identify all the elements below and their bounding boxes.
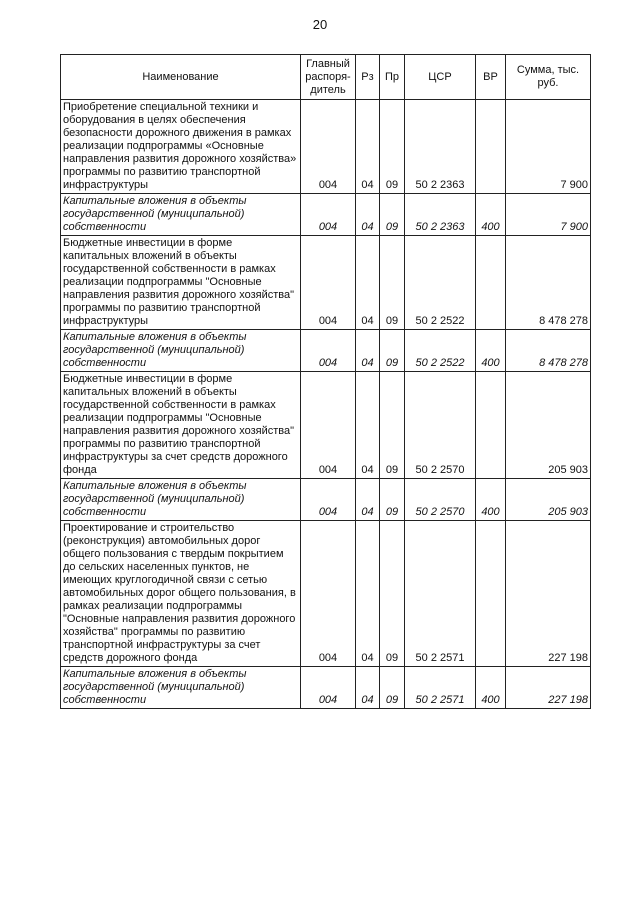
row-gr: 004 — [301, 330, 356, 372]
row-gr: 004 — [301, 521, 356, 667]
row-sum: 205 903 — [506, 372, 591, 479]
row-gr: 004 — [301, 194, 356, 236]
row-rz: 04 — [356, 521, 380, 667]
row-vr: 400 — [476, 194, 506, 236]
row-pr: 09 — [380, 521, 405, 667]
table-body — [61, 100, 591, 709]
row-rz: 04 — [356, 236, 380, 330]
table-row — [61, 372, 591, 479]
row-csr: 50 2 2363 — [405, 100, 476, 194]
table-row — [61, 479, 591, 521]
table-row — [61, 667, 591, 709]
row-pr: 09 — [380, 372, 405, 479]
row-gr: 004 — [301, 100, 356, 194]
row-csr: 50 2 2522 — [405, 236, 476, 330]
row-sum: 8 478 278 — [506, 236, 591, 330]
page-number: 20 — [312, 17, 328, 32]
row-vr — [476, 521, 506, 667]
row-name: Бюджетные инвестиции в форме капитальных вложений в объекты государственной собственности в рамках реализации подпрограммы "Основные направления развития дорожного хозяйства" программы по развитию транспортной инфраструктуры за счет средств дорожного фонда — [61, 372, 301, 479]
header-pr: Пр — [380, 55, 405, 100]
row-rz: 04 — [356, 667, 380, 709]
row-pr: 09 — [380, 100, 405, 194]
row-csr: 50 2 2363 — [405, 194, 476, 236]
table-row — [61, 100, 591, 194]
row-name: Капитальные вложения в объекты государственной (муниципальной) собственности — [61, 479, 301, 521]
row-sum: 7 900 — [506, 100, 591, 194]
table-row — [61, 330, 591, 372]
row-vr — [476, 372, 506, 479]
table-header — [61, 55, 591, 100]
row-sum: 8 478 278 — [506, 330, 591, 372]
row-vr — [476, 236, 506, 330]
row-csr: 50 2 2571 — [405, 667, 476, 709]
table-row — [61, 521, 591, 667]
header-name: Наименование — [61, 55, 301, 100]
row-pr: 09 — [380, 194, 405, 236]
row-rz: 04 — [356, 194, 380, 236]
row-rz: 04 — [356, 330, 380, 372]
row-name: Бюджетные инвестиции в форме капитальных вложений в объекты государственной собственности в рамках реализации подпрограммы "Основные направления развития дорожного хозяйства" программы по развитию транспортной инфраструктуры — [61, 236, 301, 330]
row-name: Капитальные вложения в объекты государственной (муниципальной) собственности — [61, 330, 301, 372]
row-sum: 227 198 — [506, 521, 591, 667]
row-vr — [476, 100, 506, 194]
row-sum: 205 903 — [506, 479, 591, 521]
row-name: Приобретение специальной техники и оборудования в целях обеспечения безопасности дорожного движения в рамках реализации подпрограммы «Основные направления развития дорожного хозяйства» программы по развитию транспортной инфраструктуры — [61, 100, 301, 194]
row-name: Капитальные вложения в объекты государственной (муниципальной) собственности — [61, 194, 301, 236]
row-rz: 04 — [356, 479, 380, 521]
row-csr: 50 2 2570 — [405, 372, 476, 479]
header-main-manager: Главный распоря-дитель — [301, 55, 356, 100]
row-sum: 7 900 — [506, 194, 591, 236]
row-gr: 004 — [301, 236, 356, 330]
row-csr: 50 2 2522 — [405, 330, 476, 372]
row-vr: 400 — [476, 479, 506, 521]
row-pr: 09 — [380, 479, 405, 521]
row-pr: 09 — [380, 667, 405, 709]
row-vr: 400 — [476, 330, 506, 372]
row-pr: 09 — [380, 330, 405, 372]
table-row — [61, 236, 591, 330]
row-name: Проектирование и строительство (реконструкция) автомобильных дорог общего пользования с твердым покрытием до сельских населенных пунктов, не имеющих круглогодичной связи с сетью автомобильных дорог общего пользования, в рамках реализации подпрограммы "Основные направления развития дорожного хозяйства" программы по развитию транспортной инфраструктуры за счет средств дорожного фонда — [61, 521, 301, 667]
row-rz: 04 — [356, 372, 380, 479]
row-pr: 09 — [380, 236, 405, 330]
row-vr: 400 — [476, 667, 506, 709]
row-csr: 50 2 2571 — [405, 521, 476, 667]
row-gr: 004 — [301, 479, 356, 521]
budget-table — [60, 54, 591, 709]
row-rz: 04 — [356, 100, 380, 194]
row-gr: 004 — [301, 372, 356, 479]
row-csr: 50 2 2570 — [405, 479, 476, 521]
row-name: Капитальные вложения в объекты государственной (муниципальной) собственности — [61, 667, 301, 709]
row-sum: 227 198 — [506, 667, 591, 709]
header-sum: Сумма, тыс. руб. — [506, 55, 591, 100]
header-rz: Рз — [356, 55, 380, 100]
header-csr: ЦСР — [405, 55, 476, 100]
row-gr: 004 — [301, 667, 356, 709]
header-vr: ВР — [476, 55, 506, 100]
table-row — [61, 194, 591, 236]
